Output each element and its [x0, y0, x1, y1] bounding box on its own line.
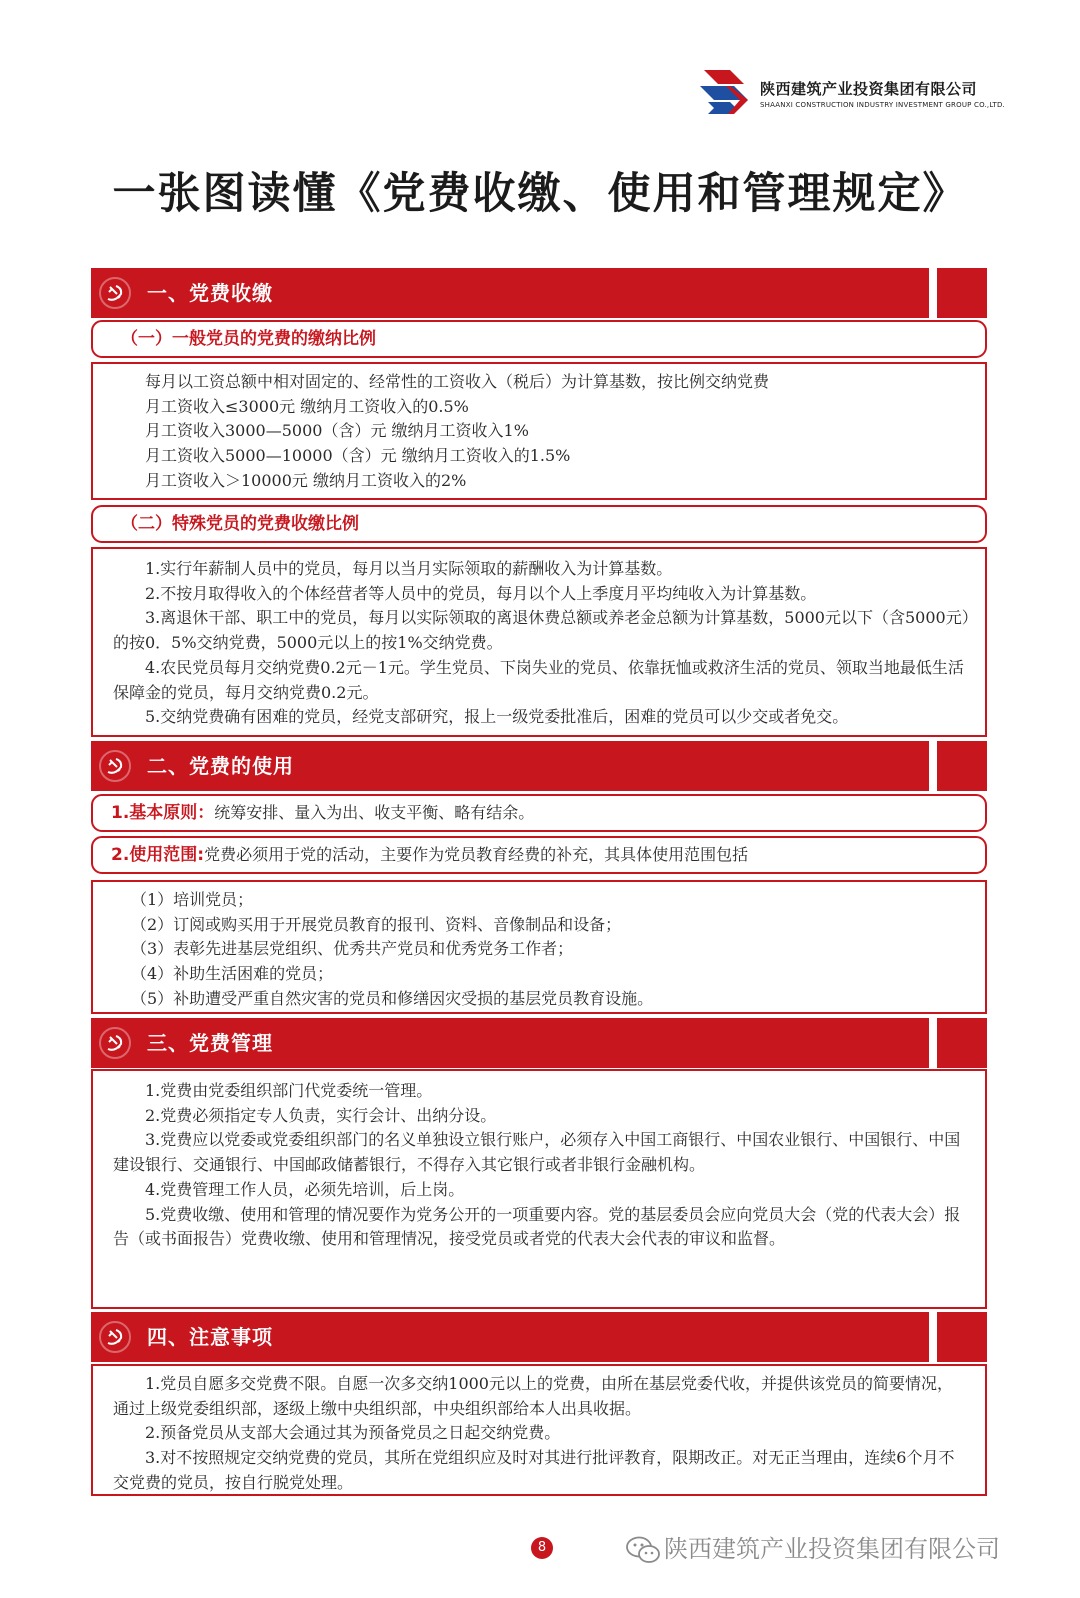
scope-label: 2.使用范围: — [111, 845, 205, 865]
company-logo-icon — [700, 70, 752, 114]
principle-text: 统筹安排、量入为出、收支平衡、略有结余。 — [214, 803, 535, 822]
management-box — [91, 1069, 987, 1309]
text-line: 月工资收入5000—10000（含）元 缴纳月工资收入的1.5% — [145, 446, 571, 466]
page-number: 8 — [531, 1537, 553, 1559]
company-name-en: SHAANXI CONSTRUCTION INDUSTRY INVESTMENT GROUP CO.,LTD. — [760, 101, 1005, 109]
list-item: （3）表彰先进基层党组织、优秀共产党员和优秀党务工作者； — [131, 939, 574, 959]
text-line: 3.对不按照规定交纳党费的党员，其所在党组织应及时对其进行批评教育，限期改正。对无正当理由，连续6个月不交党费的党员，按自行脱党处理。 — [113, 1448, 955, 1492]
section-header-notes — [91, 1312, 987, 1362]
section-tab — [937, 741, 987, 791]
section-title: 二、党费的使用 — [147, 754, 294, 778]
scope-box — [91, 836, 987, 874]
party-emblem-icon — [99, 1321, 131, 1353]
principle-label: 1.基本原则： — [111, 803, 215, 823]
text-line: 1.党员自愿多交党费不限。自愿一次多交纳1000元以上的党费，由所在基层党委代收，并提供该党员的简要情况，通过上级党委组织部，逐级上缴中央组织部，中央组织部给本人出具收据。 — [113, 1374, 953, 1418]
text-line: 月工资收入≤3000元 缴纳月工资收入的0.5% — [145, 396, 469, 416]
party-emblem-icon — [99, 1027, 131, 1059]
text-line: 5.交纳党费确有困难的党员，经党支部研究，报上一级党委批准后，困难的党员可以少交或者免交。 — [145, 707, 849, 727]
section-header-management — [91, 1018, 987, 1068]
principle-box — [91, 794, 987, 832]
company-name-cn: 陕西建筑产业投资集团有限公司 — [760, 80, 978, 98]
text-line: 1.党费由党委组织部门代党委统一管理。 — [145, 1081, 433, 1100]
scope-text: 党费必须用于党的活动，主要作为党员教育经费的补充，其具体使用范围包括 — [204, 845, 749, 864]
list-item: （2）订阅或购买用于开展党员教育的报刊、资料、音像制品和设备； — [131, 914, 622, 934]
section-title: 四、注意事项 — [147, 1325, 273, 1349]
section-title: 三、党费管理 — [147, 1031, 273, 1055]
company-logo — [700, 68, 1005, 118]
party-emblem-icon — [99, 750, 131, 782]
text-line: 3.党费应以党委或党委组织部门的名义单独设立银行账户，必须存入中国工商银行、中国农业银行、中国银行、中国建设银行、交通银行、中国邮政储蓄银行，不得存入其它银行或者非银行金融机构。 — [113, 1130, 961, 1175]
party-emblem-icon — [99, 277, 131, 309]
text-line: 5.党费收缴、使用和管理的情况要作为党务公开的一项重要内容。党的基层委员会应向党员大会（党的代表大会）报告（或书面报告）党费收缴、使用和管理情况，接受党员或者党的代表大会代表的审议和监督。 — [113, 1204, 961, 1249]
subsection-heading-general: （一）一般党员的党费的缴纳比例 — [91, 320, 987, 358]
special-rates-box — [91, 547, 987, 737]
general-rates-box — [91, 362, 987, 500]
section-tab — [937, 268, 987, 318]
list-item: （5）补助遭受严重自然灾害的党员和修缮因灾受损的基层党员教育设施。 — [131, 988, 654, 1008]
text-line: 4.党费管理工作人员，必须先培训，后上岗。 — [145, 1179, 465, 1199]
text-line: 月工资收入3000—5000（含）元 缴纳月工资收入1% — [145, 421, 529, 441]
page-title: 一张图读懂《党费收缴、使用和管理规定》 — [112, 169, 968, 219]
list-item: （4）补助生活困难的党员； — [131, 964, 334, 984]
list-item: （1）培训党员； — [131, 890, 254, 909]
text-line: 月工资收入＞10000元 缴纳月工资收入的2% — [145, 470, 467, 490]
section-title: 一、党费收缴 — [147, 281, 273, 305]
wechat-icon — [626, 1536, 660, 1564]
section-header-usage — [91, 741, 987, 791]
notes-box — [91, 1364, 987, 1496]
text-line: 每月以工资总额中相对固定的、经常性的工资收入（税后）为计算基数，按比例交纳党费 — [145, 372, 770, 391]
text-line: 2.预备党员从支部大会通过其为预备党员之日起交纳党费。 — [145, 1423, 561, 1443]
watermark-text: 陕西建筑产业投资集团有限公司 — [664, 1535, 1000, 1563]
text-line: 2.不按月取得收入的个体经营者等人员中的党员，每月以个人上季度月平均纯收入为计算基数。 — [145, 583, 817, 603]
text-line: 3.离退休干部、职工中的党员，每月以实际领取的离退休费总额或养老金总额为计算基数，5000元以下（含5000元）的按0．5%交纳党费，5000元以上的按1%交纳党费。 — [113, 608, 970, 653]
subsection-heading-special: （二）特殊党员的党费收缴比例 — [91, 505, 987, 543]
text-line: 1.实行年薪制人员中的党员，每月以当月实际领取的薪酬收入为计算基数。 — [145, 559, 673, 578]
text-line: 4.农民党员每月交纳党费0.2元－1元。学生党员、下岗失业的党员、依靠抚恤或救济生活的党员、领取当地最低生活保障金的党员，每月交纳党费0.2元。 — [113, 657, 964, 702]
section-tab — [937, 1018, 987, 1068]
section-header-collection — [91, 268, 987, 318]
text-line: 2.党费必须指定专人负责，实行会计、出纳分设。 — [145, 1105, 497, 1125]
scope-items-box — [91, 880, 987, 1014]
section-tab — [937, 1312, 987, 1362]
